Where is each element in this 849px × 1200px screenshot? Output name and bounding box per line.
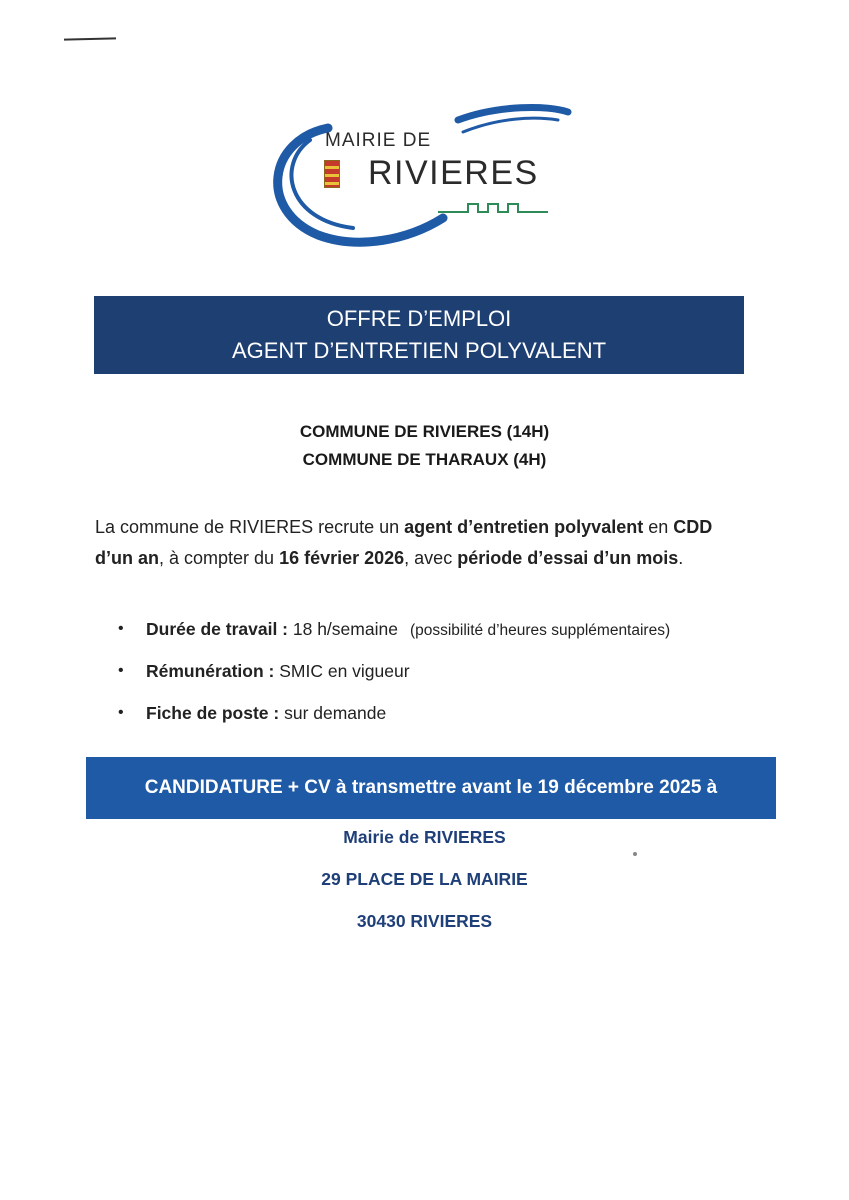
detail-value-fiche: sur demande [279, 703, 387, 723]
intro-text-2: en [643, 517, 674, 537]
list-item [118, 614, 798, 656]
intro-bold-contract: CDD d’un an [95, 517, 713, 568]
title-line-2: AGENT D’ENTRETIEN POLYVALENT [231, 338, 607, 363]
address-block [0, 823, 849, 949]
logo-line-2: RIVIERES [368, 154, 539, 192]
intro-text-3: , à compter du [159, 548, 280, 568]
intro-text-1: La commune de RIVIERES recrute un [95, 517, 405, 537]
scan-speck [633, 852, 637, 856]
title-banner [94, 296, 744, 374]
intro-bold-trial: période d’essai d’un mois [457, 548, 679, 568]
communes-block [0, 418, 849, 474]
mairie-logo [258, 100, 578, 250]
intro-bold-job: agent d’entretien polyvalent [404, 517, 644, 537]
intro-text-4: , avec [404, 548, 458, 568]
intro-text-5: . [678, 548, 684, 568]
scan-mark [64, 37, 116, 40]
commune-rivieres: COMMUNE DE RIVIERES (14H) [299, 422, 550, 441]
detail-note-duree: (possibilité d’heures supplémentaires) [409, 622, 671, 639]
crest-icon [324, 160, 340, 188]
title-line-1: OFFRE D’EMPLOI [326, 306, 512, 331]
detail-label-duree: Durée de travail : [146, 619, 288, 639]
detail-value-remuneration: SMIC en vigueur [274, 661, 410, 681]
detail-label-remuneration: Rémunération : [146, 661, 275, 681]
address-line-3: 30430 RIVIERES [356, 911, 493, 931]
address-line-1: Mairie de RIVIERES [343, 827, 506, 847]
list-item [118, 656, 798, 698]
logo-line-1: MAIRIE DE [325, 130, 432, 151]
intro-paragraph [95, 512, 755, 574]
intro-bold-date: 16 février 2026 [279, 548, 405, 568]
commune-tharaux: COMMUNE DE THARAUX (4H) [302, 450, 547, 469]
application-banner: CANDIDATURE + CV à transmettre avant le 19 décembre 2025 à [86, 757, 776, 819]
list-item [118, 698, 798, 740]
address-line-2: 29 PLACE DE LA MAIRIE [321, 869, 528, 889]
detail-label-fiche: Fiche de poste : [146, 703, 280, 723]
detail-value-duree: 18 h/semaine [288, 619, 398, 639]
details-list [118, 614, 798, 740]
